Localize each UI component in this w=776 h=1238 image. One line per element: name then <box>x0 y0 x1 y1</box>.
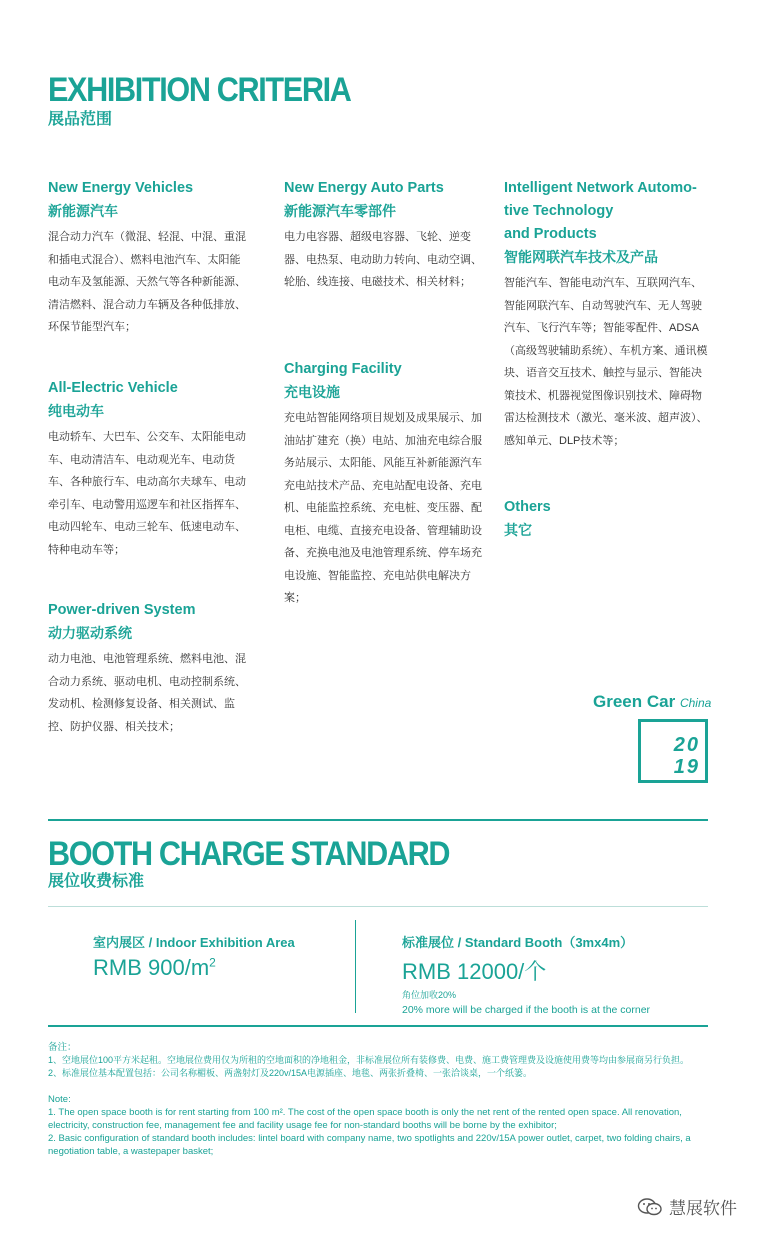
category-title-en: New Energy Vehicles <box>48 180 194 196</box>
category-body: 混合动力汽车（微混、轻混、中混、重混和插电式混合）、燃料电池汽车、太阳能电动车及氢能源、天然气等各种新能源、清洁燃料、混合动力车辆及各种低排放、环保节能型汽车； <box>48 231 246 333</box>
booth-subtitle: 展位收费标准 <box>48 873 145 890</box>
wechat-icon <box>637 1197 663 1217</box>
category-title-en-1: Intelligent Network Automo- <box>504 180 697 196</box>
watermark-text: 慧展软件 <box>669 1199 737 1218</box>
category-body: 充电站智能网络项目规划及成果展示、加油站扩建充（换）电站、加油充电综合服务站展示、太阳能、风能互补新能源汽车充电站技术产品、充电站配电设备、充电机、电能监控系统、充电桩、变压器、配电柜、电缆、直接充电设备、管理辅助设备、充换电池及电池管理系统、停车场充电设施、智能监控、充电站供电解决方案； <box>284 412 482 604</box>
category-body: 电力电容器、超级电容器、飞轮、逆变器、电热泵、电动助力转向、电动空调、轮胎、线连接、电磁技术、相关材料； <box>284 231 482 288</box>
category-nev <box>48 177 248 339</box>
category-title-en: All-Electric Vehicle <box>48 380 178 396</box>
category-title-en: New Energy Auto Parts <box>284 180 444 196</box>
year-bottom: 19 <box>673 756 700 778</box>
booth-top-rule <box>48 906 708 907</box>
watermark <box>637 1194 737 1219</box>
booth-bottom-rule <box>48 1025 708 1027</box>
indoor-fee <box>93 932 295 981</box>
category-title-cn: 其它 <box>504 522 532 538</box>
header <box>48 72 384 130</box>
notes-en-label: Note: <box>48 1094 71 1105</box>
category-ev <box>48 377 248 561</box>
category-body: 动力电池、电池管理系统、燃料电池、混合动力系统、驱动电机、电动控制系统、发动机、检测修复设备、相关测试、监控、防护仪器、相关技术； <box>48 653 246 733</box>
category-title-cn: 新能源汽车零部件 <box>284 203 396 219</box>
category-title-en: Others <box>504 499 551 515</box>
page-title: EXHIBITION CRITERIA <box>48 71 351 109</box>
indoor-price-sup: 2 <box>209 955 216 970</box>
category-power <box>48 599 248 738</box>
notes-en-1: 1. The open space booth is for rent starting from 100 m². The cost of the open space booth is only the net rent of the rented open space. All renovation, electricity, construction fee, management fee and facility usage fee for non-standard booths will be borne by the exhibitor; <box>48 1107 682 1131</box>
notes-en-2: 2. Basic configuration of standard booth includes: lintel board with company name, two spotlights and 220v/15A power outlet, carpet, two folding chairs, a negotiation table, a wastepaper basket; <box>48 1133 691 1157</box>
corner-surcharge-en: 20% more will be charged if the booth is at the corner <box>402 1004 651 1016</box>
corner-surcharge-cn: 角位加收20% <box>402 990 457 1000</box>
category-charging <box>284 358 484 610</box>
indoor-price <box>93 955 295 981</box>
brand-name: Green Car <box>593 692 676 711</box>
notes-en <box>48 1093 714 1158</box>
standard-title: 标准展位 / Standard Booth（3mx4m） <box>402 935 634 950</box>
notes-cn <box>48 1041 728 1080</box>
category-title-cn: 纯电动车 <box>48 403 104 419</box>
category-title-en: Charging Facility <box>284 361 402 377</box>
standard-fee <box>402 932 650 1016</box>
year-top: 20 <box>673 734 700 756</box>
year-badge <box>638 719 708 783</box>
booth-title: BOOTH CHARGE STANDARD <box>48 835 450 873</box>
category-parts <box>284 177 484 294</box>
indoor-price-value: RMB 900/m <box>93 955 210 980</box>
category-title-cn: 新能源汽车 <box>48 203 118 219</box>
section-divider <box>48 819 708 821</box>
category-icv <box>504 177 710 452</box>
category-title-en-2: tive Technology <box>504 203 614 219</box>
category-body: 智能汽车、智能电动汽车、互联网汽车、智能网联汽车、自动驾驶汽车、无人驾驶汽车、飞行汽车等；智能零配件、ADSA（高级驾驶辅助系统）、车机方案、通讯模块、语音交互技术、触控与显示、智能决策技术、机器视觉图像识别技术、障碍物雷达检测技术（激光、毫米波、超声波）、感知单元、DLP技术等； <box>504 277 708 447</box>
category-body: 电动轿车、大巴车、公交车、太阳能电动车、电动清洁车、电动观光车、电动货车、各种旅行车、电动高尔夫球车、电动牵引车、电动警用巡逻车和社区指挥车、电动四轮车、电动三轮车、低速电动车、特种电动车等； <box>48 431 246 556</box>
standard-price: RMB 12000/个 <box>402 959 547 984</box>
fee-separator <box>355 920 356 1013</box>
category-others <box>504 496 704 545</box>
category-title-cn: 智能网联汽车技术及产品 <box>504 249 658 265</box>
indoor-title: 室内展区 / Indoor Exhibition Area <box>93 935 295 950</box>
notes-cn-1: 1、空地展位100平方米起租。空地展位费用仅为所租的空地面积的净地租金，非标准展位所有装修费、电费、施工费管理费及设施使用费等均由参展商另行负担。 <box>48 1055 690 1065</box>
notes-cn-label: 备注： <box>48 1042 77 1053</box>
brand-region: China <box>679 696 712 710</box>
category-title-cn: 动力驱动系统 <box>48 625 132 641</box>
brand-logo <box>593 692 711 712</box>
booth-header <box>48 836 494 892</box>
category-title-en-3: and Products <box>504 226 597 242</box>
notes-cn-2: 2、标准展位基本配置包括：公司名称楣板、两盏射灯及220v/15A电源插座、地毯、两张折叠椅、一张洽谈桌，一个纸篓。 <box>48 1068 533 1078</box>
category-title-en: Power-driven System <box>48 602 196 618</box>
category-title-cn: 充电设施 <box>284 384 340 400</box>
page-subtitle: 展品范围 <box>48 111 113 128</box>
